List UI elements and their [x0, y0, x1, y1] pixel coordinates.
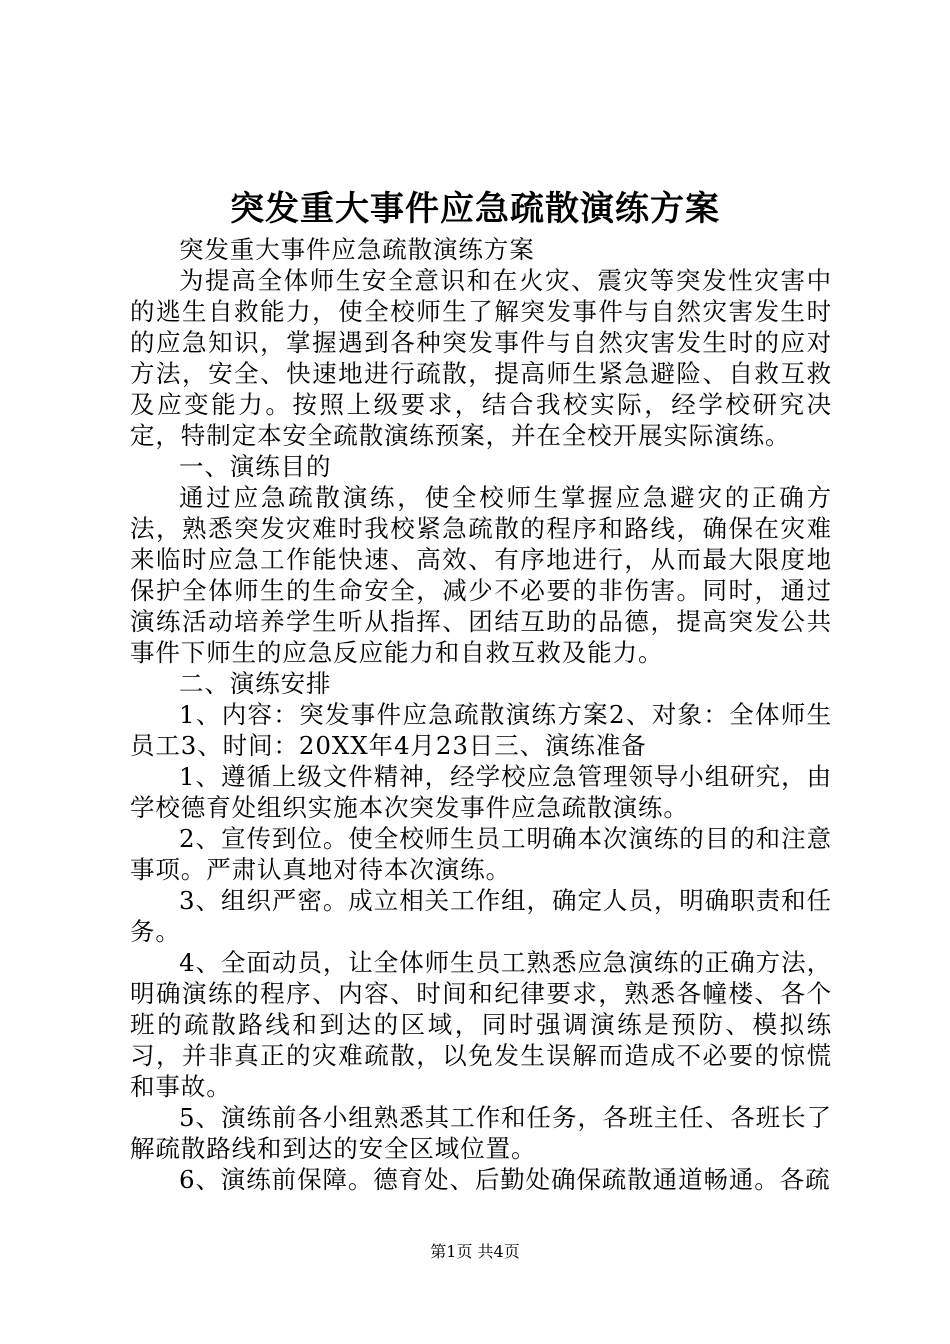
- section-heading-arrangement: 二、演练安排: [179, 669, 332, 698]
- paragraph-arrangement: 1、内容：突发事件应急疏散演练方案2、对象：全体师生员工3、时间：20XX年4月23日三、演练准备: [130, 700, 832, 760]
- paragraph-prep-5: 5、演练前各小组熟悉其工作和任务，各班主任、各班长了解疏散路线和到达的安全区域位置。: [130, 1103, 832, 1163]
- paragraph-subtitle: 突发重大事件应急疏散演练方案: [179, 235, 535, 264]
- paragraph-prep-6: 6、演练前保障。德育处、后勤处确保疏散通道畅通。各疏: [179, 1165, 831, 1194]
- paragraph-purpose: 通过应急疏散演练，使全校师生掌握应急避灾的正确方法，熟悉突发灾难时我校紧急疏散的程序和路线，确保在灾难来临时应急工作能快速、高效、有序地进行，从而最大限度地保护全体师生的生命安全，减少不必要的非伤害。同时，通过演练活动培养学生听从指挥、团结互助的品德，提高突发公共事件下师生的应急反应能力和自救互救及能力。: [130, 483, 832, 667]
- paragraph-prep-2: 2、宣传到位。使全校师生员工明确本次演练的目的和注意事项。严肃认真地对待本次演练。: [130, 824, 832, 884]
- document-body: [130, 234, 832, 1195]
- paragraph-intro: 为提高全体师生安全意识和在火灾、震灾等突发性灾害中的逃生自救能力，使全校师生了解突发事件与自然灾害发生时的应急知识，掌握遇到各种突发事件与自然灾害发生时的应对方法，安全、快速地进行疏散，提高师生紧急避险、自救互救及应变能力。按照上级要求，结合我校实际，经学校研究决定，特制定本安全疏散演练预案，并在全校开展实际演练。: [130, 266, 832, 450]
- page-number-footer: 第1页 共4页: [430, 1242, 520, 1261]
- document-title: 突发重大事件应急疏散演练方案: [230, 189, 720, 229]
- paragraph-prep-3: 3、组织严密。成立相关工作组，确定人员，明确职责和任务。: [130, 886, 832, 946]
- paragraph-prep-1: 1、遵循上级文件精神，经学校应急管理领导小组研究，由学校德育处组织实施本次突发事件应急疏散演练。: [130, 762, 832, 822]
- paragraph-prep-4: 4、全面动员，让全体师生员工熟悉应急演练的正确方法，明确演练的程序、内容、时间和纪律要求，熟悉各幢楼、各个班的疏散路线和到达的区域，同时强调演练是预防、模拟练习，并非真正的灾难疏散，以免发生误解而造成不必要的惊慌和事故。: [130, 948, 832, 1101]
- section-heading-purpose: 一、演练目的: [179, 452, 332, 481]
